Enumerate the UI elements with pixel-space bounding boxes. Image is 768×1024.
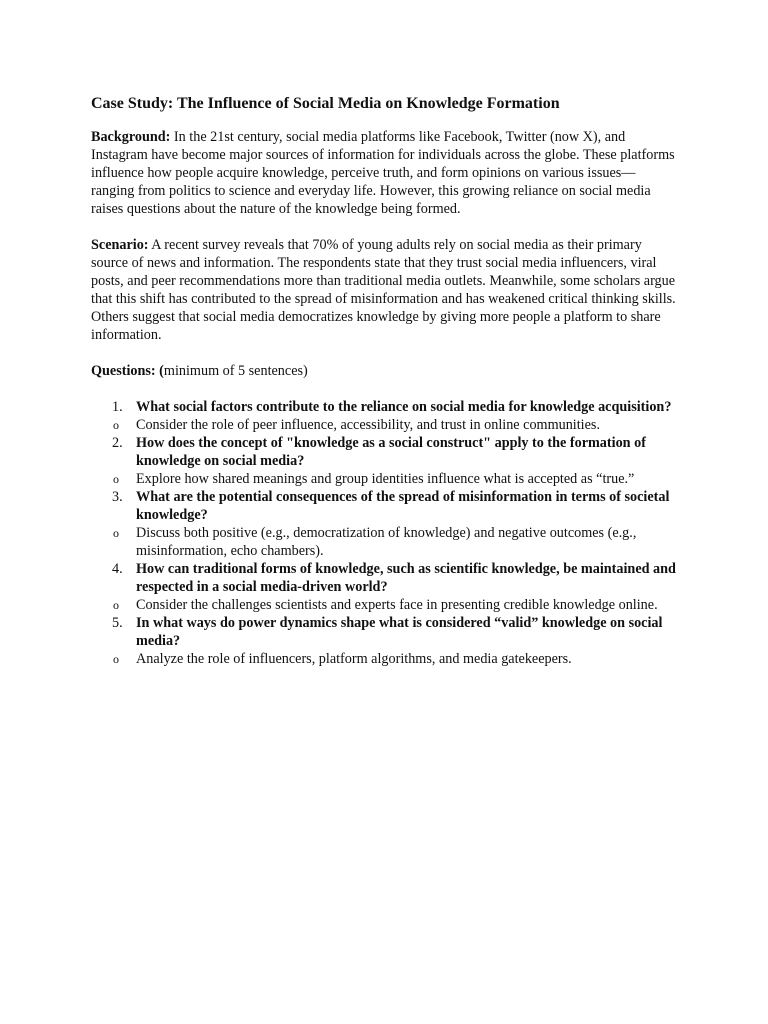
subpoint-text: Discuss both positive (e.g., democratization of knowledge) and negative outcomes (e.g., misinformation, echo chambers). <box>136 525 637 559</box>
question-5-subpoint <box>91 650 678 668</box>
scenario-text: A recent survey reveals that 70% of young adults rely on social media as their primary source of news and information. The respondents state that they trust social media influencers, viral posts, and peer recommendations more than traditional media outlets. Meanwhile, some scholars argue that this shift has contributed to the spread of misinformation and has weakened critical thinking skills. Others suggest that social media democratizes knowledge by giving more people a platform to share information. <box>91 237 676 343</box>
background-text: In the 21st century, social media platforms like Facebook, Twitter (now X), and Instagram have become major sources of information for individuals across the globe. These platforms influence how people acquire knowledge, perceive truth, and form opinions on various issues—ranging from politics to science and everyday life. However, this growing reliance on social media raises questions about the nature of the knowledge being formed. <box>91 129 675 217</box>
question-1 <box>91 398 678 416</box>
question-text: What are the potential consequences of the spread of misinformation in terms of societal knowledge? <box>136 489 670 523</box>
question-4-subpoint <box>91 596 678 614</box>
circle-bullet-icon: o <box>113 598 119 612</box>
question-1-subpoint <box>91 416 678 434</box>
scenario-paragraph <box>91 236 678 344</box>
questions-label: Questions: ( <box>91 363 164 379</box>
background-paragraph <box>91 128 678 218</box>
subpoint-text: Analyze the role of influencers, platform algorithms, and media gatekeepers. <box>136 651 572 667</box>
question-item <box>91 488 678 560</box>
question-text: In what ways do power dynamics shape what is considered “valid” knowledge on social media? <box>136 615 663 649</box>
question-3 <box>91 488 678 524</box>
question-text: What social factors contribute to the reliance on social media for knowledge acquisition? <box>136 399 672 415</box>
background-label: Background: <box>91 129 171 145</box>
question-item <box>91 398 678 434</box>
question-number: 1. <box>112 399 123 415</box>
document-title: Case Study: The Influence of Social Media on Knowledge Formation <box>91 95 560 112</box>
question-number: 5. <box>112 615 123 631</box>
question-2-subpoint <box>91 470 678 488</box>
questions-instruction: minimum of 5 sentences) <box>163 363 308 379</box>
question-number: 3. <box>112 489 123 505</box>
questions-list <box>91 398 678 668</box>
question-3-subpoint <box>91 524 678 560</box>
question-item <box>91 560 678 614</box>
question-text: How can traditional forms of knowledge, such as scientific knowledge, be maintained and respected in a social media-driven world? <box>136 561 676 595</box>
question-number: 2. <box>112 435 123 451</box>
circle-bullet-icon: o <box>113 472 119 486</box>
question-item <box>91 434 678 488</box>
circle-bullet-icon: o <box>113 418 119 432</box>
questions-header <box>91 362 678 380</box>
scenario-label: Scenario: <box>91 237 149 253</box>
subpoint-text: Consider the challenges scientists and experts face in presenting credible knowledge online. <box>136 597 658 613</box>
question-text: How does the concept of "knowledge as a social construct" apply to the formation of knowledge on social media? <box>136 435 646 469</box>
circle-bullet-icon: o <box>113 526 119 540</box>
question-2 <box>91 434 678 470</box>
question-4 <box>91 560 678 596</box>
subpoint-text: Explore how shared meanings and group identities influence what is accepted as “true.” <box>136 471 635 487</box>
subpoint-text: Consider the role of peer influence, accessibility, and trust in online communities. <box>136 417 600 433</box>
question-item <box>91 614 678 668</box>
question-number: 4. <box>112 561 123 577</box>
question-5 <box>91 614 678 650</box>
circle-bullet-icon: o <box>113 652 119 666</box>
